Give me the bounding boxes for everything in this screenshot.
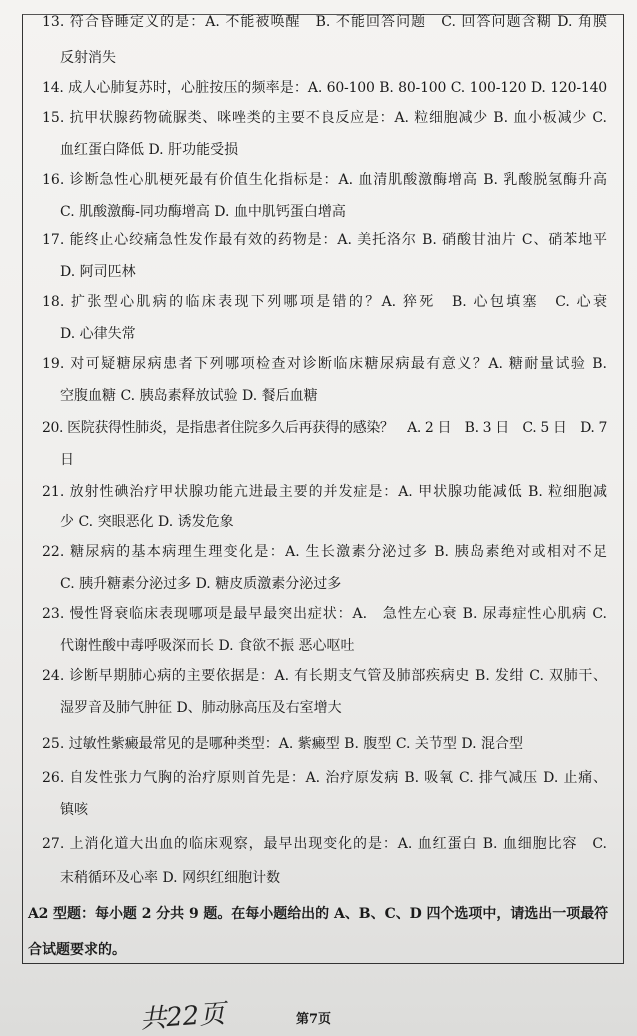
question-21-continuation: 少 C. 突眼恶化 D. 诱发危象 — [60, 514, 234, 530]
question-23-text: 23. 慢性肾衰临床表现哪项是最早最突出症状：A. 急性左心衰 B. 尿毒症性心肌病 C. — [42, 606, 607, 622]
question-27-continuation: 末稍循环及心率 D. 网织红细胞计数 — [60, 870, 281, 886]
question-14-text: 14. 成人心肺复苏时，心脏按压的频率是：A. 60-100 B. 80-100 C. 100-120 D. 120-140 — [42, 80, 607, 96]
question-26-continuation: 镇咳 — [60, 802, 88, 818]
question-21-text: 21. 放射性碘治疗甲状腺功能亢进最主要的并发症是：A. 甲状腺功能减低 B. 粒细胞减 — [42, 484, 607, 500]
question-20-text: 20. 医院获得性肺炎，是指患者住院多久后再获得的感染？ A. 2 日 B. 3 日 C. 5 日 D. 7 — [42, 420, 608, 436]
question-19-continuation: 空腹血糖 C. 胰岛素释放试验 D. 餐后血糖 — [60, 388, 318, 404]
question-19-text: 19. 对可疑糖尿病患者下列哪项检查对诊断临床糖尿病最有意义？A. 糖耐量试验 B. — [42, 356, 607, 372]
question-13-text: 13. 符合昏睡定义的是：A. 不能被唤醒 B. 不能回答问题 C. 回答问题含糊 D. 角膜 — [42, 14, 607, 30]
question-18-text: 18. 扩张型心肌病的临床表现下列哪项是错的？A. 猝死 B. 心包填塞 C. 心衰 — [42, 294, 607, 310]
question-24-text: 24. 诊断早期肺心病的主要依据是：A. 有长期支气管及肺部疾病史 B. 发绀 C. 双肺干、 — [42, 668, 607, 684]
handwritten-page-total: 共22页 — [139, 999, 227, 1035]
question-24-continuation: 湿罗音及肺气肿征 D、肺动脉高压及右室增大 — [60, 700, 342, 716]
question-17-text: 17. 能终止心绞痛急性发作最有效的药物是：A. 美托洛尔 B. 硝酸甘油片 C、硝苯地平 — [42, 232, 607, 248]
question-23-continuation: 代谢性酸中毒呼吸深而长 D. 食欲不振 恶心呕吐 — [60, 638, 355, 654]
question-16-text: 16. 诊断急性心肌梗死最有价值生化指标是：A. 血清肌酸激酶增高 B. 乳酸脱氢酶升高 — [42, 172, 607, 188]
question-22-text: 22. 糖尿病的基本病理生理变化是：A. 生长激素分泌过多 B. 胰岛素绝对或相对不足 — [42, 544, 607, 560]
question-25-text: 25. 过敏性紫癜最常见的是哪种类型：A. 紫癜型 B. 腹型 C. 关节型 D. 混合型 — [42, 736, 524, 752]
question-27-text: 27. 上消化道大出血的临床观察，最早出现变化的是：A. 血红蛋白 B. 血细胞比容 C. — [42, 836, 607, 852]
question-20-continuation: 日 — [60, 452, 74, 468]
section-a2-heading-continuation: 合试题要求的。 — [28, 942, 126, 958]
question-16-continuation: C. 肌酸激酶-同功酶增高 D. 血中肌钙蛋白增高 — [60, 204, 346, 220]
question-26-text: 26. 自发性张力气胸的治疗原则首先是：A. 治疗原发病 B. 吸氧 C. 排气减压 D. 止痛、 — [42, 770, 607, 786]
question-15-continuation: 血红蛋白降低 D. 肝功能受损 — [60, 142, 239, 158]
question-18-continuation: D. 心律失常 — [60, 326, 136, 342]
page-number: 第7页 — [296, 1012, 332, 1027]
question-13-continuation: 反射消失 — [60, 50, 116, 66]
question-17-continuation: D. 阿司匹林 — [60, 264, 136, 280]
section-a2-heading: A2 型题：每小题 2 分共 9 题。在每小题给出的 A、B、C、D 四个选项中，请选出一项最符 — [28, 906, 608, 922]
question-15-text: 15. 抗甲状腺药物硫脲类、咪唑类的主要不良反应是：A. 粒细胞减少 B. 血小板减少 C. — [42, 110, 607, 126]
question-22-continuation: C. 胰升糖素分泌过多 D. 糖皮质激素分泌过多 — [60, 576, 342, 592]
